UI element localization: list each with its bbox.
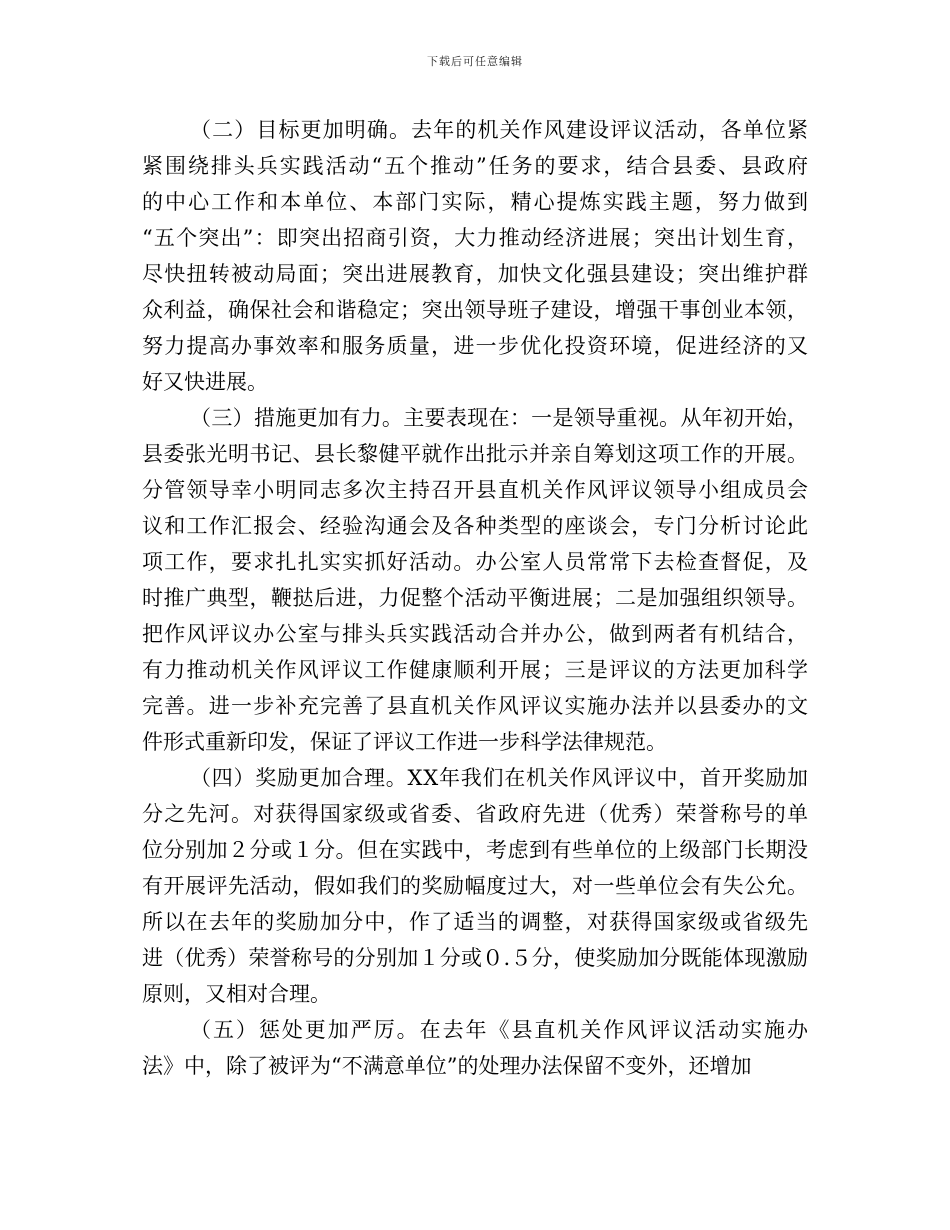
paragraph-line: （二）目标更加明确。去年的机关作风建设评议活动，各单位紧 — [190, 118, 810, 142]
paragraph-line: 位分别加２分或１分。但在实践中，考虑到有些单位的上级部门长期没 — [142, 838, 809, 862]
paragraph-line: 原则，又相对合理。 — [142, 982, 331, 1006]
paragraph-line: 完善。进一步补充完善了县直机关作风评议实施办法并以县委办的文 — [142, 694, 810, 718]
paragraph-line: 议和工作汇报会、经验沟通会及各种类型的座谈会，专门分析讨论此 — [142, 514, 810, 538]
paragraph-line: 有力推动机关作风评议工作健康顺利开展；三是评议的方法更加科学 — [142, 658, 810, 682]
paragraph-line: 件形式重新印发，保证了评议工作进一步科学法律规范。 — [142, 730, 667, 754]
paragraph-line: 分之先河。对获得国家级或省委、省政府先进（优秀）荣誉称号的单 — [142, 802, 810, 826]
page-header: 下载后可任意编辑 — [427, 55, 523, 68]
paragraph-line: 把作风评议办公室与排头兵实践活动合并办公，做到两者有机结合， — [142, 622, 810, 646]
paragraph-line: 的中心工作和本单位、本部门实际，精心提炼实践主题，努力做到 — [142, 190, 811, 214]
paragraph-line: 尽快扭转被动局面；突出进展教育，加快文化强县建设；突出维护群 — [142, 262, 810, 286]
paragraph-line: 众利益，确保社会和谐稳定；突出领导班子建设，增强干事创业本领， — [142, 298, 809, 322]
paragraph-line: 好又快进展。 — [142, 370, 268, 394]
paragraph-line: 有开展评先活动，假如我们的奖励幅度过大，对一些单位会有失公允。 — [142, 874, 809, 898]
paragraph-line: 项工作，要求扎扎实实抓好活动。办公室人员常常下去检查督促，及 — [142, 550, 810, 574]
paragraph-line: 法》中，除了被评为“不满意单位”的处理办法保留不变外，还增加 — [142, 1054, 752, 1078]
paragraph-line: 努力提高办事效率和服务质量，进一步优化投资环境，促进经济的又 — [142, 334, 810, 358]
paragraph-line: 时推广典型，鞭挞后进，力促整个活动平衡进展；二是加强组织领导。 — [142, 586, 809, 610]
paragraph-line: （三）措施更加有力。主要表现在：一是领导重视。从年初开始， — [190, 406, 809, 430]
paragraph-line: 县委张光明书记、县长黎健平就作出批示并亲自筹划这项工作的开展。 — [142, 442, 809, 466]
paragraph-line: 分管领导幸小明同志多次主持召开县直机关作风评议领导小组成员会 — [142, 478, 810, 502]
paragraph-line: “五个突出”：即突出招商引资，大力推动经济进展；突出计划生育， — [142, 226, 810, 250]
paragraph-line: 进（优秀）荣誉称号的分别加１分或０.５分，使奖励加分既能体现激励 — [142, 946, 809, 970]
paragraph-line: （四）奖励更加合理。XX年我们在机关作风评议中，首开奖励加 — [190, 766, 809, 790]
paragraph-line: 所以在去年的奖励加分中，作了适当的调整，对获得国家级或省级先 — [142, 910, 810, 934]
paragraph-line: 紧围绕排头兵实践活动“五个推动”任务的要求，结合县委、县政府 — [142, 154, 810, 178]
paragraph-line: （五）惩处更加严厉。在去年《县直机关作风评议活动实施办 — [190, 1018, 810, 1042]
